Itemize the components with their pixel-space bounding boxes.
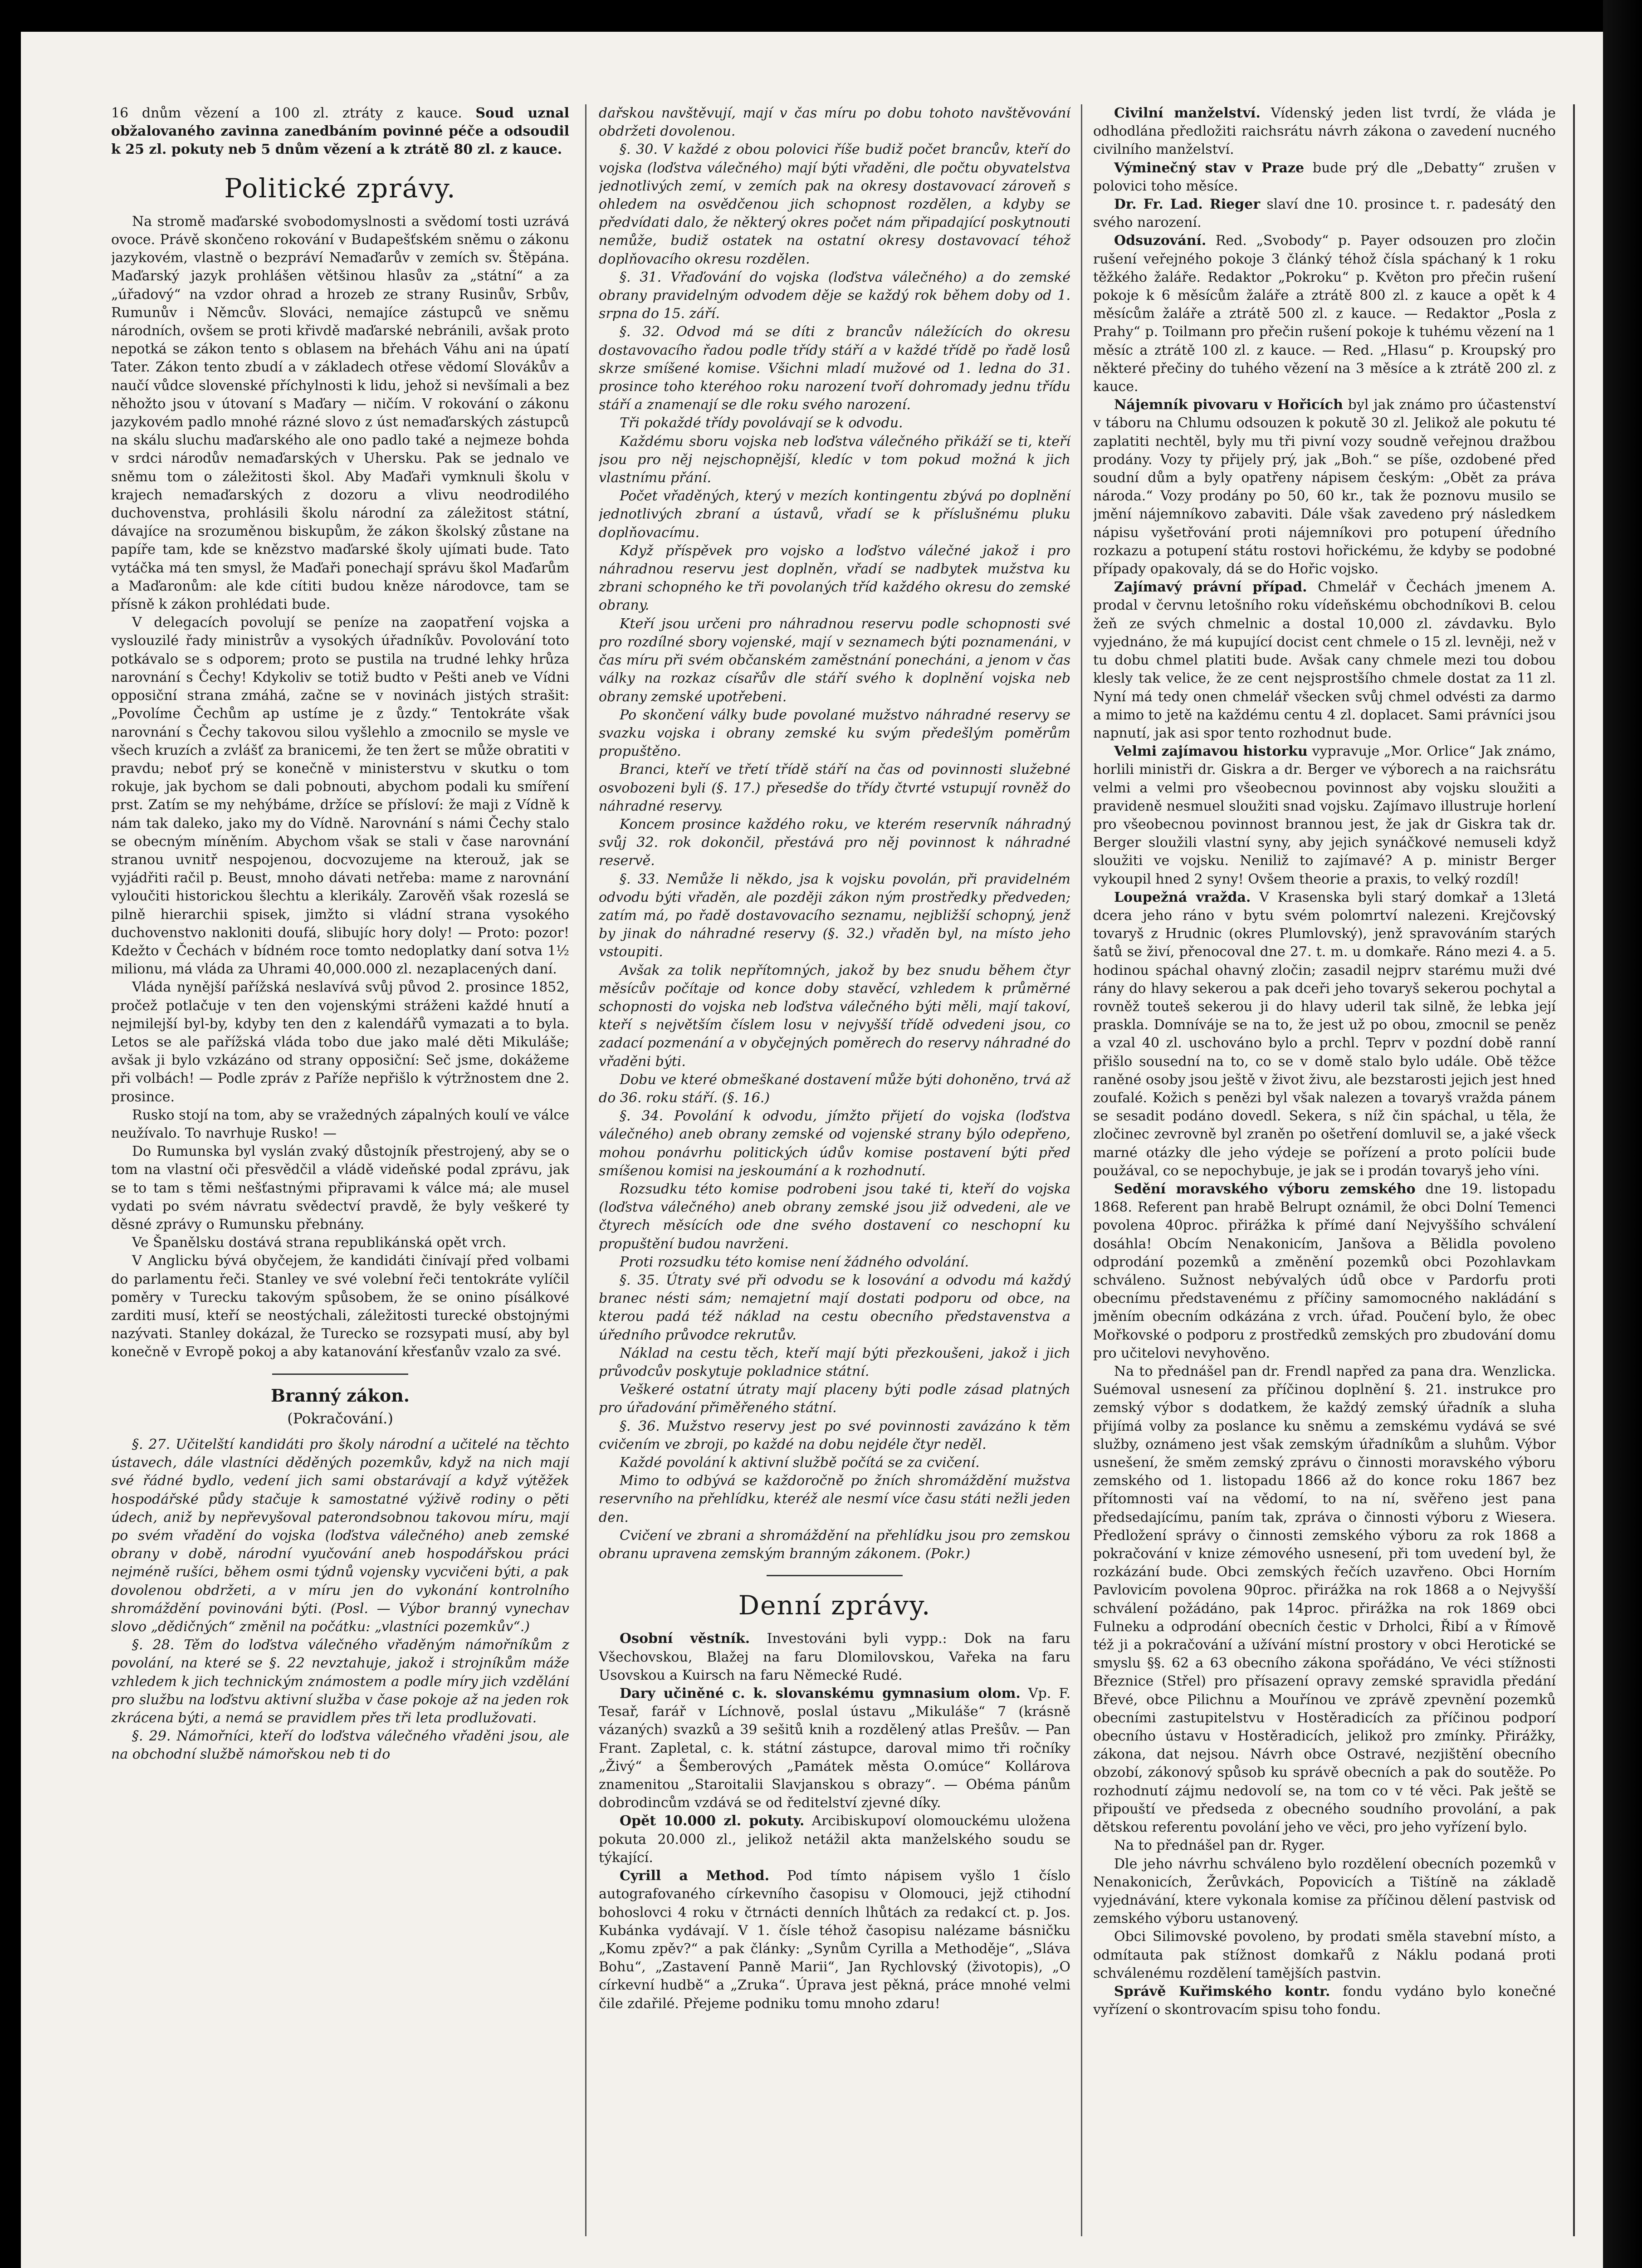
paragraph: Dle jeho návrhu schváleno bylo rozdělení obecních pozemků v Nenakonicích, Žerůvkách, Popovicích a Tištíně na základě vyjednávání, ktere vykonala komise za příčinou dělení pastvisk od zemského výboru ustanovený.	[1093, 1856, 1556, 1927]
paragraph: §. 34. Povolání k odvodu, jímžto přijetí do vojska (loďstva válečného) aneb obrany zemské od vojenské strany býlo odepřeno, mohou ponávrhu politických údův komise postavení býti před smíšenou komisi na jeskoumání a k rozhodnutí.	[599, 1108, 1070, 1179]
news-item	[599, 1867, 1070, 2013]
news-lead: Sedění moravského výboru zemského	[1114, 1181, 1416, 1197]
news-item	[1093, 578, 1556, 743]
paragraph: Koncem prosince každého roku, ve kterém reservník náhradný svůj 32. rok dokončil, přestává pro něj povinnost k náhradné reservě.	[599, 816, 1070, 869]
paragraph: Každé povolání k aktivní službě počítá se za cvičení.	[620, 1455, 980, 1471]
news-item	[1093, 396, 1556, 578]
column-right	[1093, 104, 1556, 2241]
section-divider	[767, 1575, 903, 1576]
paragraph: §. 28. Těm do loďstva válečného vřaděným námořníkům z povolání, na které se §. 22 nevztahuje, jakož i strojníkům máže vzhledem k jich technickým známostem a podle míry jich vzdělání pro službu na loďstvu aktivní služba v čase pokoje až na jeden rok zkrácena býti, a nemá se pravidlem přes tři leta prodlužovati.	[111, 1637, 569, 1726]
news-item	[599, 1812, 1070, 1867]
paragraph: Na to přednášel pan dr. Ryger.	[1114, 1838, 1325, 1854]
paragraph: Rusko stojí na tom, aby se vražedných zápalných koulí ve válce neužívalo. To navrhuje Rusko! —	[111, 1107, 569, 1141]
paragraph: Avšak za tolik nepřítomných, jakož by bez snudu během čtyr měsícův počítaje od konce doby stavěcí, vzhledem k průměrné schopnosti do vojska neb loďstva válečného býti měli, mají takoví, kteří s největším číslem losu v nejvyšší třídě odvedeni jsou, co zadací pozmenání a v obyčejných poměrech do reservy náhradné do vřaděni býti.	[599, 962, 1070, 1070]
paragraph: Na stromě maďarské svobodomyslnosti a svědomí tosti uzrává ovoce. Právě skončeno rokování v Budapešťském sněmu o zákonu jazykovém, vlastně o bezpráví Nemaďarův v zemích sv. Štěpána. Maďarský jazyk prohlášen většinou hlasův za „státní“ a za „úřadový“ na vzdor ohrad a hrozeb ze strany Rusinův, Srbův, Rumunův i Němcův. Slováci, nemajíce zástupců ve sněmu národních, ovšem se proti křivdě maďarské nebránili, avšak proto nepotká se zákon tento s oblasem na břehách Váhu ani na úpatí Tater. Zákon tento zbudí a v základech otřese vědomí Slovákův a naučí vůdce slovenské příchylnosti k lidu, jehož si nevšímali a bez něhožto jsou v útovaní s Maďary — ničím. V rokování o zákonu jazykovém padlo mnohé rázné slovo z úst nemaďarských zástupců na skálu sluchu maďarského ale ono padlo také a nejmeze bohda v srdci národův nemaďarských v Uhersku. Pak se jednalo ve sněmu tom o záležitosti škol. Aby Maďaři vymknuli školu v krajech nemaďarských z dozoru a vlivu neodrodilého duchovenstva, prohlásili školu národní za záležitost státní, dávajíce na srozuměnou biskupům, že zákon školský zůstane na papíře tam, kde se knězstvo maďarské školy ujímati bude. Tato vytáčka má ten smysl, že Maďaři ponechají správu škol Maďarům a Maďaronům: ale kde cítiti budou kněze národovce, tam se přísně k zákon prohlédati bude.	[111, 213, 569, 613]
page-border	[1573, 104, 1575, 2236]
paragraph: Náklad na cestu těch, kteří mají býti přezkoušeni, jakož i jich průvodcův poskytuje pokladnice státní.	[599, 1345, 1070, 1380]
news-item	[1093, 889, 1556, 1180]
paragraph: Kteří jsou určeni pro náhradnou reservu podle schopnosti své pro rozdílné sbory vojenské, mají v seznamech býti poznamenáni, v čas míru při svém občanském zaměstnání ponecháni, a jenom v čas války na rozkaz císařův dle stáří svého k doplnění vojska neb obrany zemské upotřebeni.	[599, 616, 1070, 705]
news-lead: Správě Kuřimského kontr.	[1114, 1983, 1330, 1999]
news-item	[1093, 159, 1556, 196]
news-lead: Osobní věstník.	[620, 1631, 750, 1647]
news-text: Vp. F. Tesař, farář v Líchnově, poslal ústavu „Mikuláše“ 7 (krásně vázaných) svazků a 39 sešitů knih a rozdělený atlas Prešův. — Pan Frant. Zapletal, c. k. státní zástupce, daroval mimo tři ročníky „Živý“ a Šemberových „Památek města O.omúce“ Kollárova znamenitou „Staroitalii Slavjanskou s obrazy“. — Obéma pánům dobrodincům vzdává se od ředitelství zjevné díky.	[599, 1686, 1070, 1811]
paragraph: Každému sboru vojska neb loďstva válečného přikáží se ti, kteří jsou pro něj nejschopnější, kledíc v tom pokud možná k jich vlastnímu přání.	[599, 433, 1070, 486]
section-subheading: (Pokračování.)	[287, 1409, 393, 1427]
column-left	[111, 104, 569, 2241]
news-text: Chmelář v Čechách jmenem A. prodal v červnu letošního roku vídeňskému obchodníkovi B. celou žeň ze svých chmelnic a dostal 10,000 zl. závdavku. Bylo vyjednáno, že má kupující docist cent chmele o 15 zl. levněji, než v tu dobu chmel platiti bude. Avšak cany chmele mezi tou dobou klesly tak velice, že ze cent nejsprostšího chmele dostat za 11 zl. Nyní má tedy onen chmelář všecken svůj chmel odvésti za darmo a mimo to jetě na každému centu 4 zl. doplacet. Sami právníci jsou napnutí, jak asi spor tento rozhodnut bude.	[1093, 579, 1556, 741]
news-lead: Dr. Fr. Lad. Rieger	[1114, 196, 1261, 213]
news-text: slaví dne 10. prosince t. r. padesátý den svého narození.	[1093, 196, 1556, 231]
news-lead: Zajímavý právní případ.	[1114, 579, 1307, 596]
paragraph: Proti rozsudku této komise není žádného odvolání.	[620, 1254, 969, 1270]
paragraph: Na to přednášel pan dr. Frendl napřed za pana dra. Wenzlicka. Suémoval usnesení za příčinou doplnění §. 21. instrukce pro zemský výbor s dodatkem, že každý zemský úřadník a sluha přijímá volby za poslance ku sněmu a zemskému vydává se své služby, oznámeno jest však zemským úřadníkům a sluhům. Výbor usnešení, že směm zemský zprávu o činnosti moravského výboru zemského od 1. listopadu 1866 až do konce roku 1867 bez přítomnosti vaí na vědomí, to na ní, svěřeno jest pana předsedajícímu, paním tak, zpráva o činnosti výboru z Wiesera. Předložení správy o činnosti zemského výboru za rok 1868 a pokračování v knize zémového usnesení, při tom uvedení byl, že rozkázání bude. Obci zemských řečích uzavřeno. Obci Horním Pavlovicím povolena 90proc. přirážka na rok 1868 a o Nejvyšší schválení požádáno, pak 14proc. přirážka na rok 1869 obci Fulneku a odprodání obecních čestic v Drholci, Řibí a v Římově též ji a pokračování a užívání místní prostory v obci Herotické se smyslu §§. 62 a 63 obecního zákona spořádáno, Ve véci stížnosti Březnice (Střel) pro přísazení opravy zemské spravidla předání Břevé, obce Pilichnu a Mouřínou ve zprávě zpevnění pozemků obecními zastupitelstvu v Hostěradicích za příčinou podporí obecního ústavu v Hostěradicích, jelikož pro zmínky. Přirážky, zákona, dat nejsou. Návrh obce Ostravé, nezjištění obecního obzobí, zákonový spůsob ku správě obecních a pak do soutěže. Po rozhodnutí zájmu nedovolí se, na tom co v té věci. Pak ještě se připouští ve předseda z obecného soudního provolání, a pak dětskou referentu povolání jeho ve věci, pro jeho vyřízení bylo.	[1093, 1364, 1556, 1836]
paragraph: Branci, kteří ve třetí třídě stáří na čas od povinnosti služebné osvobozeni byli (§. 17.) přesedše do třídy čtvrté vstupují rovněž do náhradné reservy.	[599, 762, 1070, 814]
news-lead: Cyrill a Method.	[620, 1868, 770, 1884]
news-item	[599, 1685, 1070, 1812]
news-lead: Loupežná vražda.	[1114, 889, 1251, 905]
news-lead: Odsuzování.	[1114, 233, 1207, 249]
news-item	[599, 1630, 1070, 1685]
section-divider	[272, 1374, 408, 1375]
paragraph: Dobu ve které obmeškané dostavení může býti dohoněno, trvá až do 36. roku stáří. (§. 16.)	[599, 1071, 1070, 1106]
intro-bold-text: Soud uznal obžalovaného zavinna zanedbáním povinné péče a odsoudil k 25 zl. pokuty neb 5 dnům vězení a k ztrátě 80 zl. z kauce.	[111, 105, 569, 158]
paragraph: Když příspěvek pro vojsko a loďstvo válečné jakož i pro náhradnou reservu jest doplněn, vřadí se nadbytek mužstva ku zbrani schopného ke tři povolaných tříd každého okresu do zemské obrany.	[599, 543, 1070, 614]
section-heading-daily-news: Denní zprávy.	[738, 1590, 931, 1621]
paragraph: §. 31. Vřaďování do vojska (loďstva válečného) a do zemské obrany pravidelným odvodem děje se každý rok během doby od 1. srpna do 15. září.	[599, 269, 1070, 322]
paragraph: Tři pokaždé třídy povolávají se k odvodu.	[620, 415, 903, 431]
paragraph: Počet vřaděných, který v mezích kontingentu zbývá po doplnění jednotlivých zbraní a ústavů, vřadí se k příslušnému pluku doplňovacímu.	[599, 488, 1070, 541]
paragraph: Ve Španělsku dostává strana republikánská opět vrch.	[132, 1235, 507, 1251]
paragraph: §. 32. Odvod má se díti z brancův náležících do okresu dostavovacího řadou podle třídy stáří a v každé třídě po řadě losů skrze smíšené komise. Všichni mladí mužové od 1. ledna do 31. prosince toho kteréhoo roku narození tvoří dohromady jednu třídu stáří a znamenají se dle roku svého narození.	[599, 324, 1070, 413]
column-divider	[585, 104, 586, 2236]
intro-text: 16 dnům vězení a 100 zl. ztráty z kauce.	[111, 105, 462, 121]
news-text: Arcibiskupoví olomouckému uložena pokuta 20.000 zl., jelikož netážil akta manželského soudu se týkající.	[599, 1813, 1070, 1866]
news-item	[1093, 232, 1556, 396]
news-text: V Krasenska byli starý domkař a 13letá dcera jeho ráno v bytu svém polomrtví nalezeni. Krejčovský tovaryš z Hrudnic (okres Plumlovský), jenž spravováním starých šatů se živí, přenocoval dne 27. t. m. u domkaře. Ráno mezi 4. a 5. hodinou spáchal ohavný zločin; zasadil nejprv starému muži dvé rány do hlavy sekerou a pak dceři jeho tovaryš sekerou pochytal a rovněž touteš sekerou ji do hlavy uderil tak silně, že lebka její praskla. Domníváje se na to, že jest už po obou, zmocnil se peněz a vzal 40 zl. uschováno bylo a prchl. Teprv v pozdní době ranní přišlo sousední na to, co se v domě stalo bylo udále. Obě těžce raněné osoby jsou ještě v život živu, ale bezstarosti jejich jest hned zoufalé. Kožich s penězi byl však nalezen a tovaryš vražda pánem se sesadit podáno dovedl. Sekera, s níž čin spáchal, u těla, že zločinec zevrovně byl zraněn po ošetření domluvil se, a jaké všeck marné otázky dle jeho výdeje se pořízení a proto polícii bude použával, co se nepochybuje, je jak se i prodán tovaryš jeho víni.	[1093, 889, 1556, 1179]
paragraph: Rozsudku této komise podrobeni jsou také ti, kteří do vojska (loďstva válečného) aneb obrany zemské jsou již odvedeni, ale ve čtyrech měsících ode dne svého dostavení co neschopní ku propuštění budou navrženi.	[599, 1181, 1070, 1252]
news-item	[1093, 104, 1556, 159]
news-text: vypravuje „Mor. Orlice“ Jak známo, horlili ministři dr. Giskra a dr. Berger ve výborech a na raichsrátu velmi a velmi pro všeobecnou povinnost aby vojsku sloužiti a pravideně nesmuel sloužiti snad vojsku. Zajímavo illustruje horlení pro všeobecnou povinnost brannou jest, že jak dr Giskra tak dr. Berger sloužili vlastní syny, aby jejich synáčkové nemuseli když sloužiti ve vojsku. Neniliž to zajímavé? A p. ministr Berger vykoupil hned 2 syny! Ovšem theorie a praxis, to velký rozdíl!	[1093, 743, 1556, 887]
news-text: Pod tímto nápisem vyšlo 1 číslo autografovaného církevního časopisu v Olomouci, jejž ctihodní bohoslovci 4 roku v čtrnácti denních lhůtách za redakcí ct. p. Jos. Kubánka vydávají. V 1. čísle téhož časopisu nalézame básničku „Komu zpěv?“ a pak články: „Synům Cyrilla a Methoděje“, „Sláva Bohu“, „Zastavení Panně Marii“, Jan Rychlovský (životopis), „O církevní hudbě“ a „Zruka“. Úprava jest pěkná, práce mnohé velmi čile zdařilé. Přejeme podniku tomu mnoho zdaru!	[599, 1868, 1070, 2012]
paragraph	[111, 104, 569, 159]
news-lead: Civilní manželství.	[1114, 105, 1261, 121]
paragraph: §. 36. Mužstvo reservy jest po své povinnosti zavázáno k těm cvičením ve zbroji, po každé na dobu nejdéle čtyr neděl.	[599, 1418, 1070, 1452]
news-item	[1093, 743, 1556, 889]
news-lead: Velmi zajímavou historku	[1114, 743, 1308, 760]
scan-edge	[1603, 0, 1642, 2268]
news-text: bude prý dle „Debatty“ zrušen v polovici toho měsíce.	[1093, 160, 1556, 194]
paragraph: §. 27. Učitelští kandidáti pro školy národní a učitelé na těchto ústavech, dále vlastníci děděných pozemkův, když na nich mají své řádné bydlo, vedení jich sami obstarávají a když výtěžek hospodářské půdy stačuje k samostatné výživě rodiny o pěti údech, aniž by nepřevyšoval paterondsobnou takovou míru, mají po svém vřadění do vojska (loďstva válečného) aneb zemské obrany v době, národní vyučování aneb hospodářskou práci nejméně rušíci, během osmi týdnů vojensky vycvičeni býti, a pak dovolenou obdržeti, a v míru jen do vykonání kontrolního shromáždění povinováni býti. (Posl. — Výbor branný vynechav slovo „dědičných“ změnil na počátku: „vlastníci pozemkův“.)	[111, 1437, 569, 1635]
paragraph: Do Rumunska byl vyslán zvaký důstojník přestrojený, aby se o tom na vlastní oči přesvědčil a vládě videňské podal zprávu, jak se to tam s těmi nešťastnými připravami k válce má; ale musel vydati po svém návratu svědectví pravdě, že byly veškeré ty děsné zprávy o Rumunsku přebnány.	[111, 1144, 569, 1232]
news-text: dne 19. listopadu 1868. Referent pan hrabě Belrupt oznámil, že obci Dolní Temenci povolena 40proc. přirážka k přímé daní Nejvyššího schválení dosáhla! Obcím Nenakonicím, Janšova a Bělidla povoleno odprodání pozemků a změnění pozemků obci Pozohlavkam schváleno. Sužnost nebývalých údů obce v Pardorfu proti obecnímu představenému z příčiny samomocného nakládání s jměním obecním odkázána z vrch. úřad. Poučení bylo, že obec Mořkovské o podporu z prostředků zemských pro zbudování domu pro učitelovi nevyhověno.	[1093, 1181, 1556, 1361]
paragraph: §. 33. Nemůže li někdo, jsa k vojsku povolán, při pravidelném odvodu býti vřaděn, ale později zákon ným prostředky předveden; zatím má, po řadě dostavovacího seznamu, nejbližší schopný, jenž by jinak do náhradné reservy (§. 32.) vřaděn byl, na místo jeho vstoupiti.	[599, 871, 1070, 960]
column-middle	[599, 104, 1070, 2241]
news-lead: Výminečný stav v Praze	[1114, 160, 1305, 176]
paragraph: §. 29. Námořníci, kteří do loďstva válečného vřaděni jsou, ale na obchodní službě námořskou neb ti do	[111, 1728, 569, 1763]
news-text: byl jak známo pro účastenství v táboru na Chlumu odsouzen k pokutě 30 zl. Jelikož ale pokutu té zaplatiti nechtěl, byly mu tři pivní vozy soudně veřejnou dražbou prodány. Vozy ty přijely prý, jak „Boh.“ se píše, ozdobené před soudní dům a byly opatřeny nápisem českým: „Obět za práva národa.“ Vozy prodány po 50, 60 kr., tak že poznovu musilo se jmění nájemníkovo zabaviti. Dále však zavedeno prý následkem nápisu vyšetřování proti nájemníkovi pro potupení úředního rozkazu a potupení státu rostovi hořickému, že kdyby se podobné případy opakovaly, dá se do Hořic vojsko.	[1093, 397, 1556, 577]
news-text: Investováni byli vypp.: Dok na faru Všechovskou, Blažej na faru Dlomilovskou, Vařeka na faru Usovskou a Kuirsch na faru Německé Rudé.	[599, 1631, 1070, 1683]
paragraph: Cvičení ve zbrani a shromáždění na přehlídku jsou pro zemskou obranu upravena zemským branným zákonem. (Pokr.)	[599, 1527, 1070, 1562]
paragraph: §. 30. V každé z obou polovici říše budiž počet brancův, kteří do vojska (loďstva válečného) mají býti vřaděni, dle počtu obyvatelstva jednotlivých zemí, v zemích pak na okresy dostavovací zároveň s ohledem na osvědčenou jich schopnost rozdělen, a kdyby se předvídati dalo, že některý okres počet nám připadající poskytnouti nemůže, budiž ostatek na ostatní okresy dostavovací téhož doplňovacího okresu rozdělen.	[599, 142, 1070, 267]
paragraph: Vláda nynější pařížská neslavívá svůj původ 2. prosince 1852, pročež potlačuje v ten den vojenskými stráženi každé hnutí a nejmilejší byl-by, kdyby ten den z kalendářů vymazati a to byla. Letos se ale pařížská vláda tobo due jako malé děti Mikuláše; avšak ji bylo vzkázáno od strany opposiční: Seč jsme, dokážeme při volbách! — Podle zpráv z Paříže nepřišlo k výtržnostem dne 2. prosince.	[111, 979, 569, 1105]
news-text: Red. „Svobody“ p. Payer odsouzen pro zločin rušení veřejného pokoje 3 článký téhož čísla spáchaný k 1 roku těžkého žaláře. Redaktor „Pokroku“ p. Květon pro přečin rušení pokoje k 6 měsícům žaláře a ztrátě 800 zl. z kauce a opět k 4 měsícům žaláře a ztrátě 500 zl. z kauce. — Redaktor „Posla z Prahy“ p. Toilmann pro přečin rušení pokoje k tuhému vězení na 1 měsíc a ztrátě 100 zl. z kauce. — Red. „Hlasu“ p. Kroupský pro některé přečiny do tuhého vězení na 3 měsíce a k ztrátě 200 zl. z kauce.	[1093, 233, 1556, 395]
paragraph: Mimo to odbývá se každoročně po žních shromáždění mužstva reservního na přehlídku, kteréž ale nesmí více času státi nežli jeden den.	[599, 1473, 1070, 1525]
paragraph: Veškeré ostatní útraty mají placeny býti podle zásad platných pro úřadování přiměřeného státní.	[599, 1382, 1070, 1416]
news-lead: Nájemník pivovaru v Hořicích	[1114, 397, 1343, 413]
news-text: Vídenský jeden list tvrdí, že vláda je odhodlána předložiti raichsrátu návrh zákona o zavedení nucného civilního manželství.	[1093, 105, 1556, 158]
paragraph: Po skončení války bude povolané mužstvo náhradné reservy se svazku vojska i obrany zemské ku svým předešlým poměrům propuštěno.	[599, 707, 1070, 760]
news-lead: Dary učiněné c. k. slovanskému gymnasium olom.	[620, 1686, 1021, 1702]
news-item	[1093, 1180, 1556, 1363]
paragraph: §. 35. Útraty své při odvodu se k losování a odvodu má každý branec nésti sám; nemajetní mají dostati podporu od obce, na kterou padá též náklad na cestu obecního představenstva a úředního průvodce rekrutův.	[599, 1272, 1070, 1343]
news-item	[1093, 196, 1556, 232]
paragraph: dařskou navštěvují, mají v čas míru po dobu tohoto navštěvování obdržeti dovolenou.	[599, 105, 1070, 140]
section-heading-military-law: Branný zákon.	[270, 1385, 410, 1406]
news-text: fondu vydáno bylo konečné vyřízení o skontrovacím spisu toho fondu.	[1093, 1983, 1556, 2018]
column-divider	[1081, 104, 1082, 2236]
news-item	[1093, 1983, 1556, 2019]
paragraph: V Anglicku bývá obyčejem, že kandidáti činívají před volbami do parlamentu řeči. Stanley ve své volební řeči tentokráte vylíčil poměry v Turecku takovým spůsobem, že se onino písálkové zarditi musí, kteří se neostýchali, záležitosti turecké obstojnými nazývati. Stanley dokázal, že Turecko se rozsypati musí, aby byl konečně v Evropě pokoj a aby katanování křesťanův vzalo za své.	[111, 1253, 569, 1360]
paragraph: V delegacích povolují se peníze na zaopatření vojska a vyslouzilé řady ministrův a vysokých úřadníkův. Povolování toto potkávalo se s odporem; proto se pustila na trudné lehky hrůza narovnání s Čechy! Kdykoliv se totiž budto v Pešti aneb ve Vídni opposiční strana zmáhá, začne se v novinách jistých strašit: „Povolíme Čechům ap ustíme je z ůzdy.“ Tentokráte však narovnání s Čechy takovou silou vyšlehlo a zmocnilo se mysle ve všech kruzích a zvlášť za branicemi, že ten žert se může obratiti v pravdu; neboť prý se konečně v ministerstvu v skutku o tom rokuje, jak bychom se dali pobnouti, abychom podali ku smíření prst. Zatím se my nehýbáme, držíce se přísloví: že maji z Vídně k nám tak daleko, jako my do Vídně. Narovnání s námi Čechy stalo se obecným míněním. Abychom však se stali v čase narovnání stranou uvnitř nespojenou, docvozujeme na kterouž, jak se vyjádřiti račil p. Beust, mnoho dávati netřeba: mame z narovnání vyloučiti historickou šlechtu a klerikály. Zarověň však rozeslá se pilně hierarchii spisek, jimžto si vládní strana vysokého duchovenstvo nakloniti doufá, slibujíc hory doly! — Proto: pozor! Kdežto v Čechách v bídném roce tomto nedoplatky daní sotva 1½ milionu, má vláda za Uhrami 40,000.000 zl. nezaplacených daní.	[111, 615, 569, 978]
news-lead: Opět 10.000 zl. pokuty.	[620, 1813, 805, 1829]
section-heading-political: Politické zprávy.	[224, 172, 456, 204]
paragraph: Obci Silimovské povoleno, by prodati směla stavební místo, a odmítauta pak stížnost domkařů z Náklu podaná proti schválenému rozdělení tamějších pastvin.	[1093, 1929, 1556, 1981]
